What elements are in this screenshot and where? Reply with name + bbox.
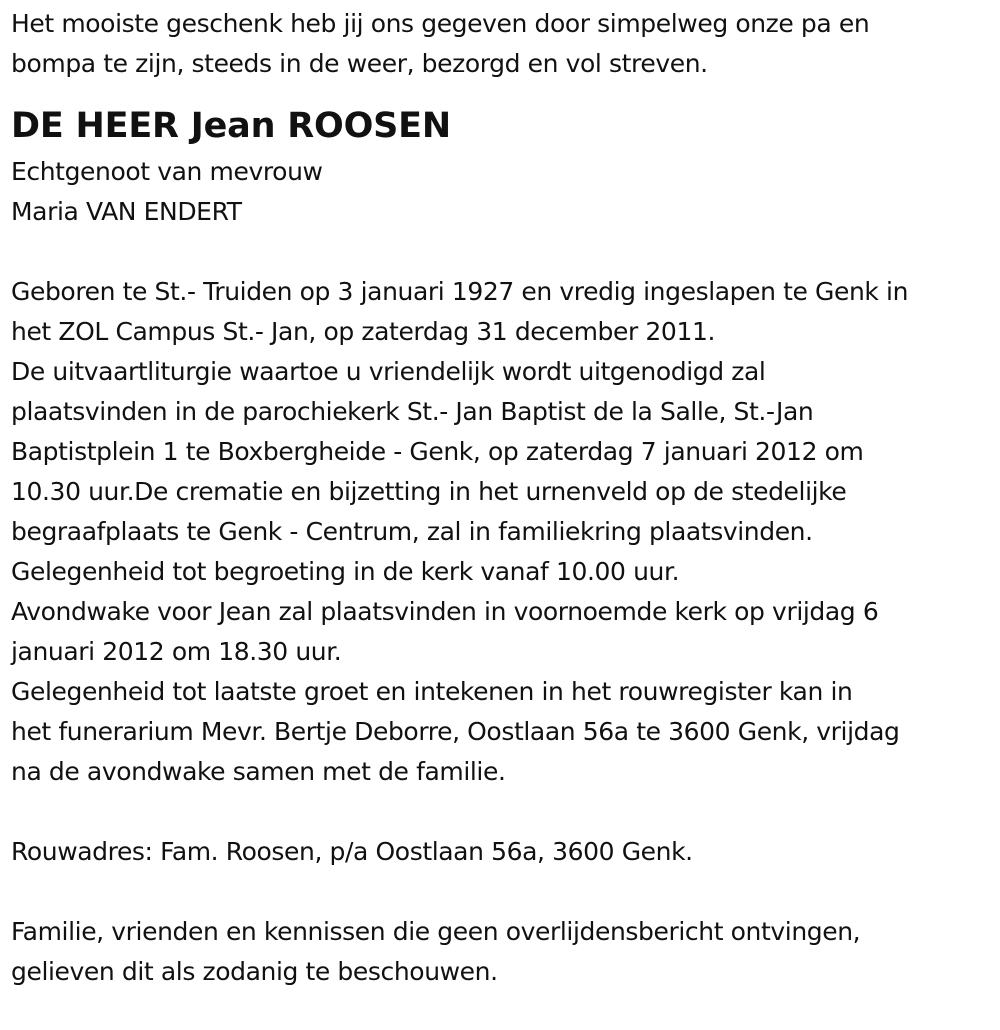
detail-line: plaatsvinden in de parochiekerk St.- Jan Baptist de la Salle, St.-Jan — [11, 397, 814, 426]
detail-line: het ZOL Campus St.- Jan, op zaterdag 31 december 2011. — [11, 317, 715, 346]
detail-line: Gelegenheid tot begroeting in de kerk vanaf 10.00 uur. — [11, 557, 680, 586]
detail-line: Geboren te St.- Truiden op 3 januari 1927 en vredig ingeslapen te Genk in — [11, 277, 909, 306]
deceased-name: DE HEER Jean ROOSEN — [11, 106, 451, 146]
detail-line: na de avondwake samen met de familie. — [11, 757, 506, 786]
obituary-notice — [11, 4, 996, 992]
detail-line: begraafplaats te Genk - Centrum, zal in familiekring plaatsvinden. — [11, 517, 813, 546]
detail-line: De uitvaartliturgie waartoe u vriendelijk wordt uitgenodigd zal — [11, 357, 766, 386]
deceased-block — [11, 106, 996, 232]
details-paragraph — [11, 272, 996, 792]
detail-line: Avondwake voor Jean zal plaatsvinden in voornoemde kerk op vrijdag 6 — [11, 597, 879, 626]
spacer — [11, 232, 996, 272]
spacer — [11, 792, 996, 832]
intro-line: Het mooiste geschenk heb jij ons gegeven door simpelweg onze pa en — [11, 9, 870, 38]
intro-line: bompa te zijn, steeds in de weer, bezorgd en vol streven. — [11, 49, 708, 78]
detail-line: het funerarium Mevr. Bertje Deborre, Oostlaan 56a te 3600 Genk, vrijdag — [11, 717, 900, 746]
detail-line: 10.30 uur.De crematie en bijzetting in het urnenveld op de stedelijke — [11, 477, 847, 506]
closing-line: Familie, vrienden en kennissen die geen overlijdensbericht ontvingen, — [11, 917, 861, 946]
spouse-line: Echtgenoot van mevrouw — [11, 157, 323, 186]
detail-line: Gelegenheid tot laatste groet en intekenen in het rouwregister kan in — [11, 677, 853, 706]
closing-line: gelieven dit als zodanig te beschouwen. — [11, 957, 498, 986]
mourning-address: Rouwadres: Fam. Roosen, p/a Oostlaan 56a, 3600 Genk. — [11, 837, 693, 866]
closing-paragraph — [11, 912, 996, 992]
detail-line: januari 2012 om 18.30 uur. — [11, 637, 342, 666]
intro-paragraph — [11, 4, 996, 84]
spouse-name: Maria VAN ENDERT — [11, 197, 242, 226]
detail-line: Baptistplein 1 te Boxbergheide - Genk, op zaterdag 7 januari 2012 om — [11, 437, 864, 466]
spacer — [11, 84, 996, 106]
spacer — [11, 872, 996, 912]
